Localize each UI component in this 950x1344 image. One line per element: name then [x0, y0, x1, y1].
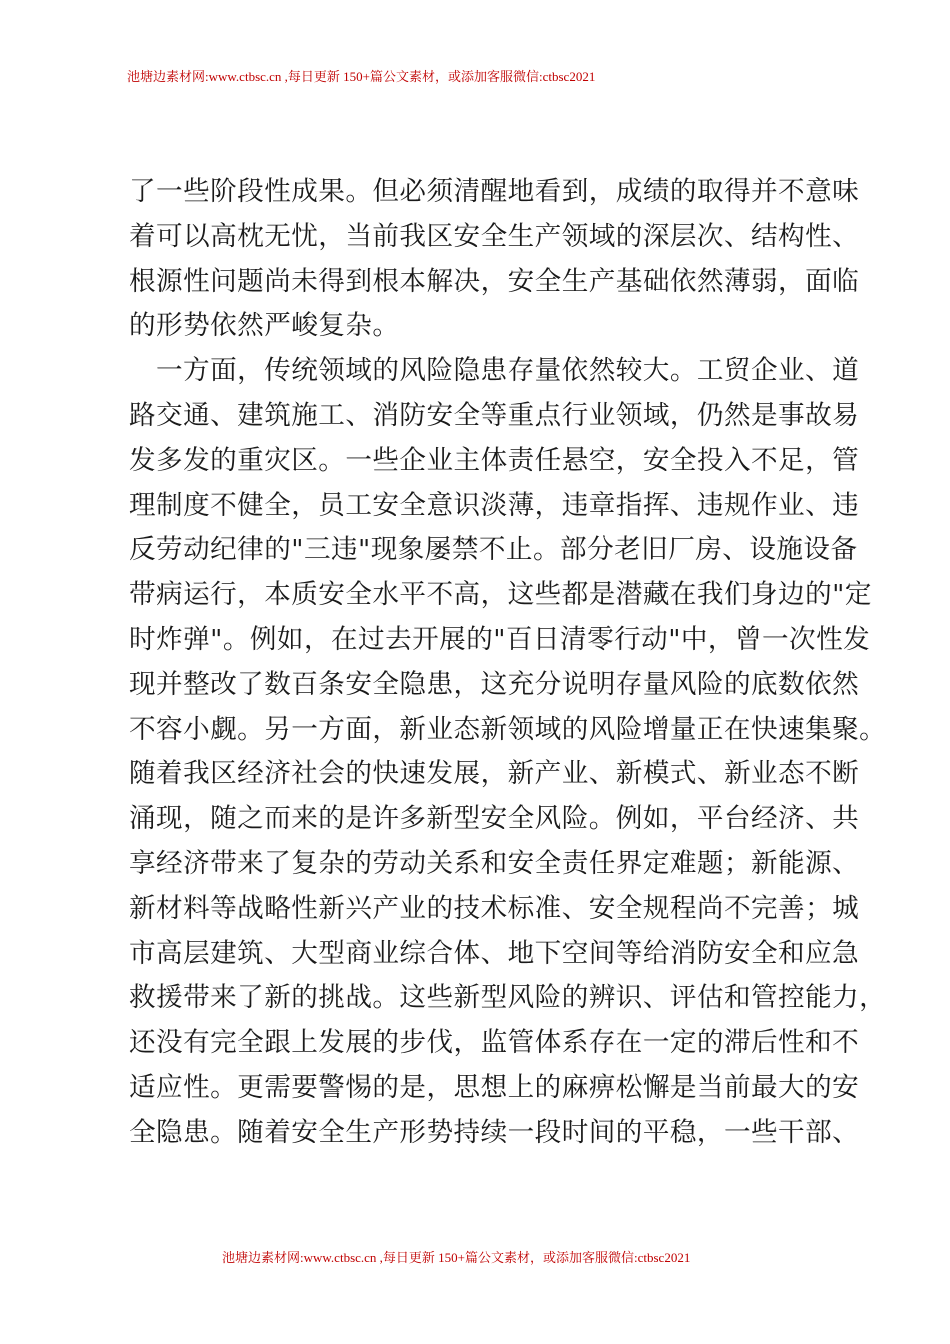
text-line: 带病运行，本质安全水平不高，这些都是潜藏在我们身边的"定 [129, 579, 872, 611]
text-line: 理制度不健全，员工安全意识淡薄，违章指挥、违规作业、违 [129, 489, 860, 521]
text-line: 不容小觑。另一方面，新业态新领域的风险增量正在快速集聚。 [129, 713, 887, 745]
text-line: 时炸弹"。例如，在过去开展的"百日清零行动"中，曾一次性发 [129, 623, 871, 655]
text-line: 随着我区经济社会的快速发展，新产业、新模式、新业态不断 [129, 758, 860, 790]
text-line: 的形势依然严峻复杂。 [129, 310, 400, 342]
text-line: 市高层建筑、大型商业综合体、地下空间等给消防安全和应急 [129, 937, 860, 969]
text-line: 救援带来了新的挑战。这些新型风险的辨识、评估和管控能力， [129, 982, 887, 1014]
text-line: 着可以高枕无忧，当前我区安全生产领域的深层次、结构性、 [129, 220, 860, 252]
text-line: 路交通、建筑施工、消防安全等重点行业领域，仍然是事故易 [129, 399, 860, 431]
text-line: 一方面，传统领域的风险隐患存量依然较大。工贸企业、道 [156, 355, 860, 387]
text-line: 还没有完全跟上发展的步伐，监管体系存在一定的滞后性和不 [129, 1027, 860, 1059]
text-line: 现并整改了数百条安全隐患，这充分说明存量风险的底数依然 [129, 668, 860, 700]
text-line: 发多发的重灾区。一些企业主体责任悬空，安全投入不足，管 [129, 444, 860, 476]
text-line: 了一些阶段性成果。但必须清醒地看到，成绩的取得并不意味 [129, 176, 860, 207]
header-watermark: 池塘边素材网:www.ctbsc.cn ,每日更新 150+篇公文素材，或添加客服微信:ctbsc2021 [127, 69, 596, 84]
text-line: 全隐患。随着安全生产形势持续一段时间的平稳，一些干部、 [129, 1116, 860, 1148]
text-line: 根源性问题尚未得到根本解决，安全生产基础依然薄弱，面临 [129, 265, 860, 297]
footer-watermark: 池塘边素材网:www.ctbsc.cn ,每日更新 150+篇公文素材，或添加客服微信:ctbsc2021 [222, 1250, 691, 1265]
text-line: 反劳动纪律的"三违"现象屡禁不止。部分老旧厂房、设施设备 [129, 534, 858, 566]
text-line: 涌现，随之而来的是许多新型安全风险。例如，平台经济、共 [129, 803, 860, 835]
text-line: 适应性。更需要警惕的是，思想上的麻痹松懈是当前最大的安 [129, 1071, 860, 1103]
text-line: 新材料等战略性新兴产业的技术标准、安全规程尚不完善；城 [129, 892, 860, 924]
text-line: 享经济带来了复杂的劳动关系和安全责任界定难题；新能源、 [129, 847, 860, 879]
document-body [129, 170, 887, 1156]
